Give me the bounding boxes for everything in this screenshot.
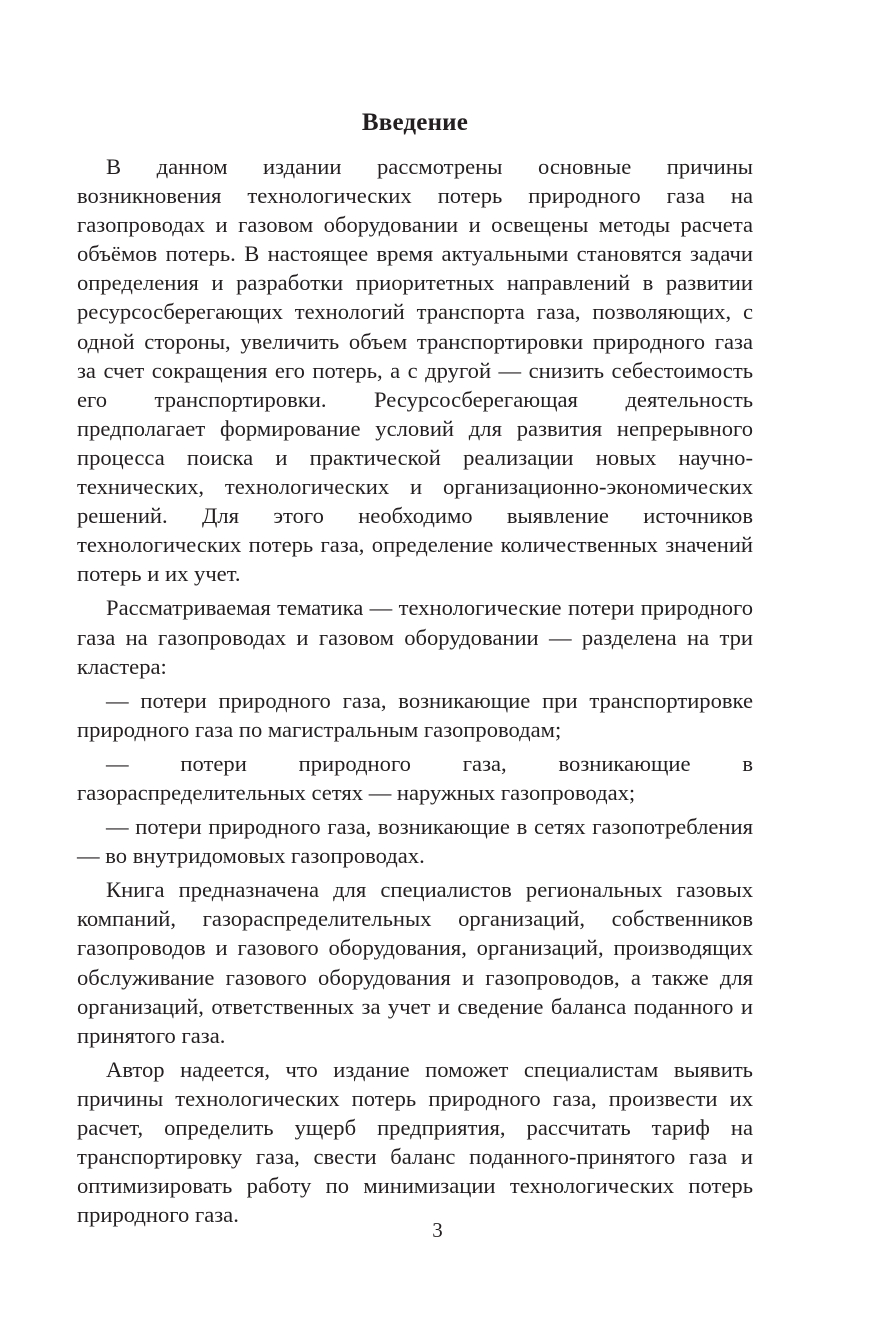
paragraph-audience: Книга предназначена для специалистов региональных газовых компаний, газораспределительных организаций, собственников газопроводов и газового оборудования, организаций, производящих обслуживание газового оборудования и газопроводов, а также для организаций, ответственных за учет и сведение баланса поданного и принятого газа. bbox=[77, 877, 753, 1048]
paragraph-author-hope: Автор надеется, что издание поможет специалистам выявить причины технологических потерь природного газа, произвести их расчет, определить ущерб предприятия, рассчитать тариф на транспортировку газа, свести баланс поданного-принятого газа и оптимизировать работу по минимизации технологических потерь природного газа. bbox=[77, 1056, 753, 1228]
list-item-cluster-3: — потери природного газа, возникающие в сетях газопотребления — во внутридомовых газопроводах. bbox=[77, 814, 753, 869]
page-number: 3 bbox=[432, 1218, 443, 1242]
list-item-cluster-1: — потери природного газа, возникающие при транспортировке природного газа по магистральным газопроводам; bbox=[77, 687, 753, 742]
page-content bbox=[77, 105, 753, 1234]
list-item-cluster-2: — потери природного газа, возникающие в газораспределительных сетях — наружных газопроводах; bbox=[77, 750, 753, 805]
paragraph-intro: В данном издании рассмотрены основные причины возникновения технологических потерь природного газа на газопроводах и газовом оборудовании и освещены методы расчета объёмов потерь. В настоящее время актуальными становятся задачи определения и разработки приоритетных направлений в развитии ресурсосберегающих технологий транспорта газа, позволяющих, с одной стороны, увеличить объем транспортировки природного газа за счет сокращения его потерь, а с другой — снизить себестоимость его транспортировки. Ресурсосберегающая деятельность предполагает формирование условий для развития непрерывного процесса поиска и практической реализации новых научно-технических, технологических и организационно-экономических решений. Для этого необходимо выявление источников технологических потерь газа, определение количественных значений потерь и их учет. bbox=[77, 154, 753, 587]
paragraph-topic: Рассматриваемая тематика — технологические потери природного газа на газопроводах и газовом оборудовании — разделена на три кластера: bbox=[77, 595, 753, 679]
section-title: Введение bbox=[361, 109, 469, 136]
